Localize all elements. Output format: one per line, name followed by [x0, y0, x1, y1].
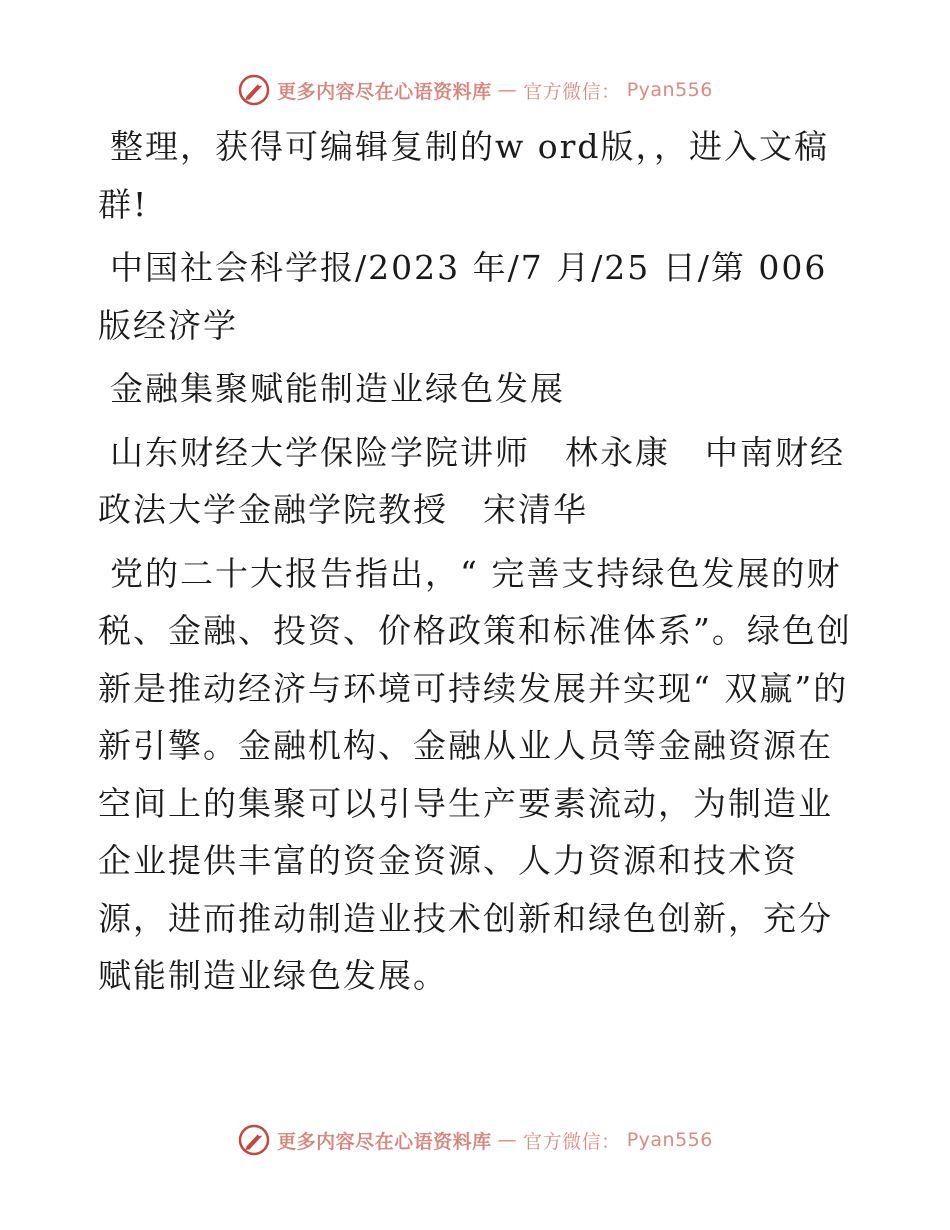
intro-note: 整理，获得可编辑复制的w ord版，，进入文稿群!	[98, 127, 830, 224]
header-watermark	[0, 70, 950, 110]
author-line: 山东财经大学保险学院讲师 林永康 中南财经政法大学金融学院教授 宋清华	[98, 432, 845, 529]
article-title: 金融集聚赋能制造业绿色发展	[110, 369, 565, 408]
watermark-separator: —	[497, 1129, 518, 1151]
footer-watermark	[0, 1120, 950, 1160]
quill-seal-icon	[237, 73, 271, 107]
watermark-wechat-label: 官方微信：	[523, 1130, 621, 1153]
watermark-wechat-id: Pyan556	[626, 1129, 713, 1151]
document-body	[98, 118, 854, 1011]
quill-seal-icon	[237, 1123, 271, 1157]
watermark-wechat-label: 官方微信：	[523, 80, 621, 103]
watermark-main-text: 更多内容尽在心语资料库	[277, 1130, 492, 1153]
watermark-main-text: 更多内容尽在心语资料库	[277, 80, 492, 103]
body-paragraph: 党的二十大报告指出，“ 完善支持绿色发展的财税、金融、投资、价格政策和标准体系”。绿色创新是推动经济与环境可持续发展并实现“ 双赢”的新引擎。金融机构、金融从业人员等金融资源在空间上的集聚可以引导生产要素流动，为制造业企业提供丰富的资金资源、人力资源和技术资源，进而推动制造业技术创新和绿色创新，充分赋能制造业绿色发展。	[98, 553, 852, 995]
watermark-separator: —	[497, 79, 518, 101]
watermark-wechat-id: Pyan556	[626, 79, 713, 101]
source-line: 中国社会科学报/2023 年/7 月/25 日/第 006 版经济学	[98, 248, 828, 345]
